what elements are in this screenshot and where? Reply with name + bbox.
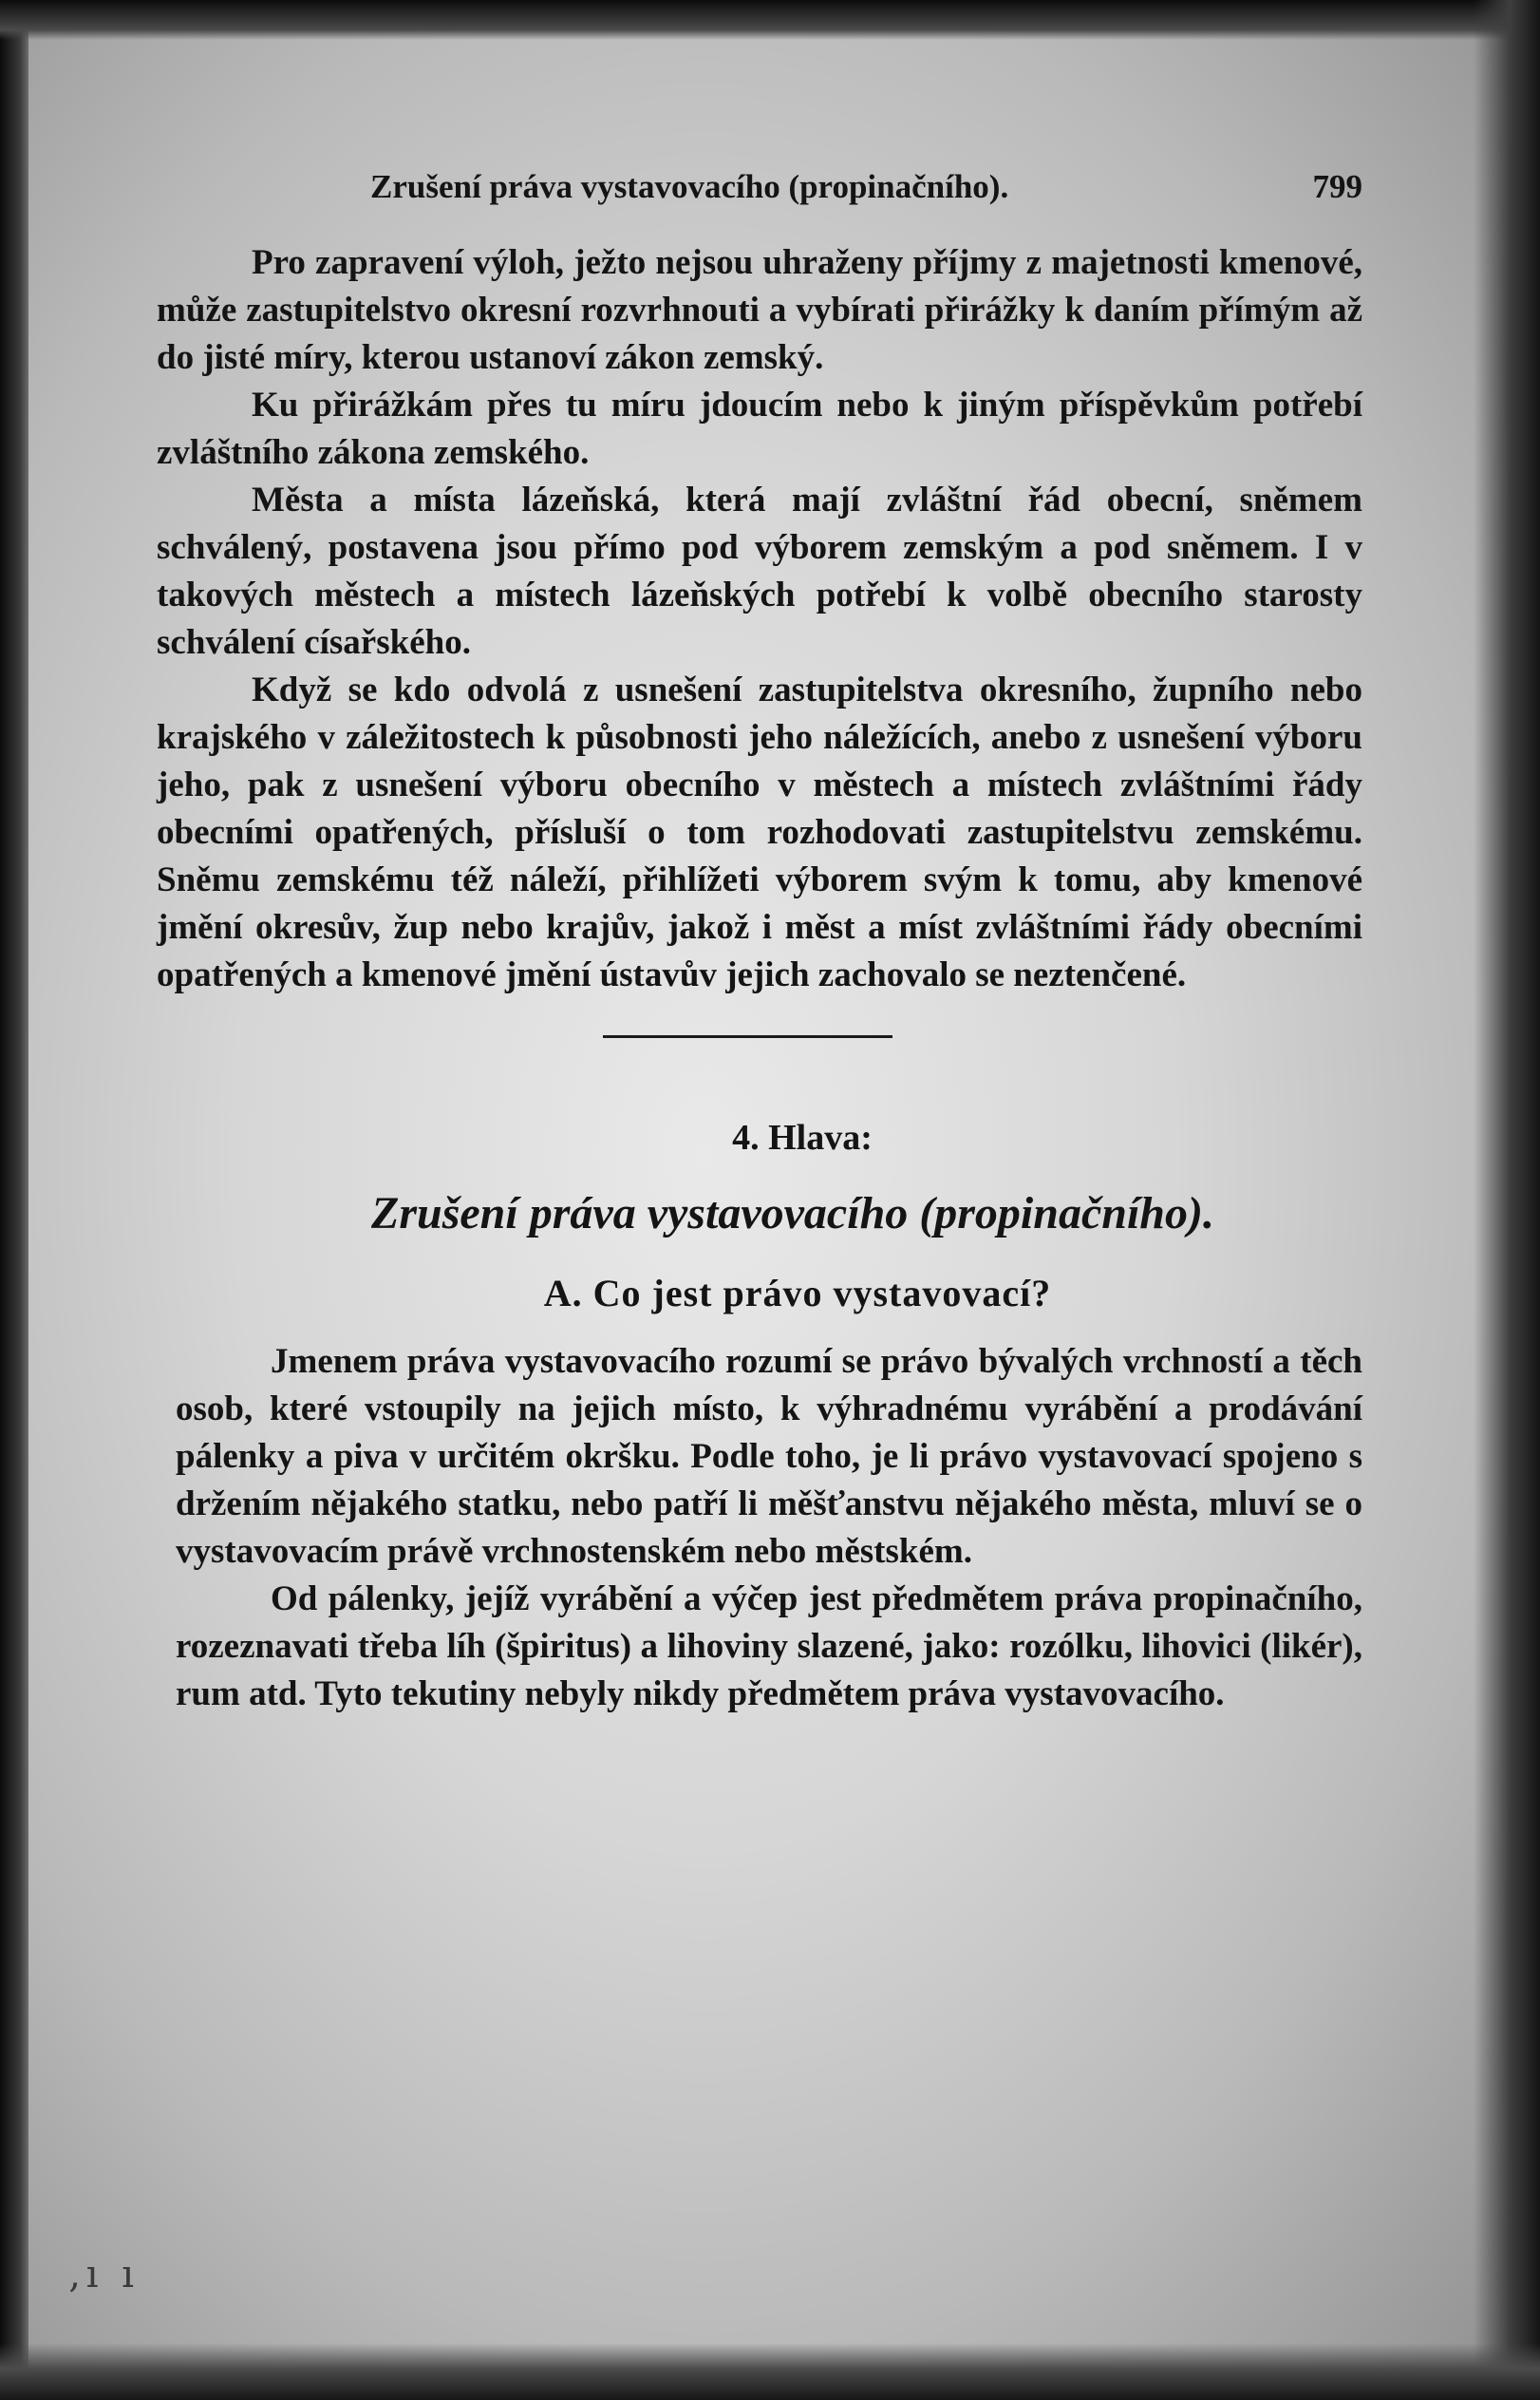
paragraph-expenses: Pro zapravení výloh, ježto nejsou uhraženy příjmy z majetnosti kmenové, může zastupitelstvo okresní rozvrhnouti a vybírati přirážky k daním přímým až do jisté míry, kterou ustanoví zákon zemský.: [157, 243, 1362, 377]
paragraph-spirits: Od pálenky, jejíž vyrábění a výčep jest předmětem práva propinačního, rozeznavati třeba líh (špiritus) a lihoviny slazené, jako: rozólku, lihovici (likér), rum atd. Tyto tekutiny nebyly nikdy předmětem práva vystavovacího.: [176, 1579, 1362, 1713]
scan-edge-left: [0, 0, 28, 2400]
margin-marks: ‚ı ı: [68, 2253, 141, 2296]
page-number: 799: [1312, 168, 1362, 205]
chapter-label: 4. Hlava:: [732, 1118, 873, 1158]
running-head: [370, 163, 1362, 215]
paragraph-spa-towns: Města a místa lázeňská, která mají zvláštní řád obecní, sněmem schválený, postavena jsou přímo pod výborem zemským a pod sněmem. I v takových městech a místech lázeňských potřebí k volbě obecního starosty schválení císařského.: [157, 481, 1362, 662]
scan-edge-top: [0, 0, 1540, 40]
page-content: [157, 163, 1362, 1718]
running-title: Zrušení práva vystavovacího (propinačního).: [370, 168, 1009, 205]
section-divider: [603, 1035, 892, 1038]
paragraph-appeals: Když se kdo odvolá z usnešení zastupitelstva okresního, župního nebo krajského v záležitostech k působnosti jeho náležících, anebo z usnešení výboru jeho, pak z usnešení výboru obecního v městech a místech zvláštními řády obecními opatřených, přísluší o tom rozhodovati zastupitelstvu zemskému. Sněmu zemskému též náleží, přihlížeti výborem svým k tomu, aby kmenové jmění okresův, žup nebo krajův, jakož i měst a míst zvláštními řády obecními opatřených a kmenové jmění ústavův jejich zachovalo se neztenčené.: [157, 671, 1362, 994]
paragraph-surcharges: Ku přirážkám přes tu míru jdoucím nebo k jiným příspěvkům potřebí zvláštního zákona zemského.: [157, 386, 1362, 472]
scan-edge-bottom: [0, 2343, 1540, 2400]
paragraph-definition: Jmenem práva vystavovacího rozumí se právo bývalých vrchností a těch osob, které vstoupily na jejich místo, k výhradnému vyrábění a prodávání pálenky a piva v určitém okršku. Podle toho, je li právo vystavovací spojeno s držením nějakého statku, nebo patří li měšťanstvu nějakého města, mluví se o vystavovacím právě vrchnostenském nebo městském.: [176, 1342, 1362, 1571]
scan-edge-right: [1474, 0, 1540, 2400]
chapter-body: [157, 1338, 1362, 1718]
section-heading: A. Co jest právo vystavovací?: [543, 1272, 1052, 1314]
chapter-title: Zrušení práva vystavovacího (propinačního).: [371, 1188, 1214, 1238]
